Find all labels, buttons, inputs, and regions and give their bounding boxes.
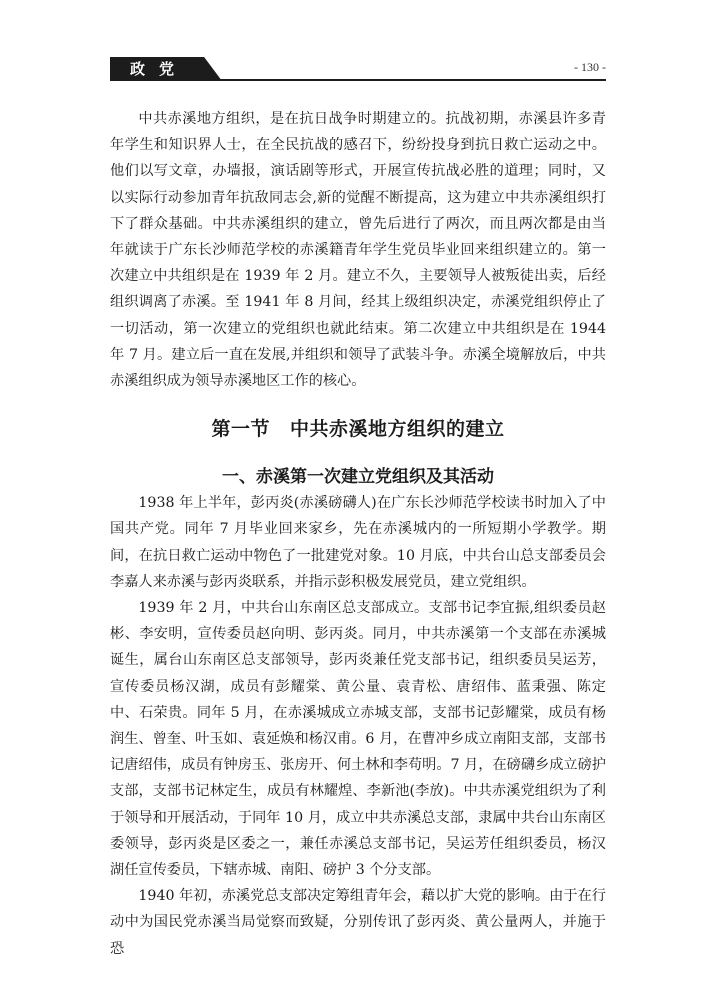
page-number: - 130 - [574,60,606,74]
body-paragraph-3: 1940 年初，赤溪党总支部决定筹组青年会，藉以扩大党的影响。由于在行动中为国民党赤溪当局觉察而致疑，分别传讯了彭丙炎、黄公量两人，并施于恐 [110,888,606,957]
section-title: 中共赤溪地方组织的建立 [290,418,505,441]
running-header [0,57,707,81]
intro-paragraph: 中共赤溪地方组织，是在抗日战争时期建立的。抗战初期，赤溪县许多青年学生和知识界人士，在全民抗战的感召下，纷纷投身到抗日救亡运动之中。他们以写文章，办墙报，演话剧等形式，开展宣传抗战必胜的道理；同时，又以实际行动参加青年抗敌同志会,新的觉醒不断提高，这为建立中共赤溪组织打下了群众基础。中共赤溪组织的建立，曾先后进行了两次，而且两次都是由当年就读于广东长沙师范学校的赤溪籍青年学生党员毕业回来组织建立的。第一次建立中共组织是在 1939 年 2 月。建立不久，主要领导人被叛徒出卖，后经组织调离了赤溪。至 1941 年 8 月间，经其上级组织决定，赤溪党组织停止了一切活动，第一次建立的党组织也就此结束。第二次建立中共组织是在 1944 年 7 月。建立后一直在发展,并组织和领导了武装斗争。赤溪全境解放后，中共赤溪组织成为领导赤溪地区工作的核心。 [110,111,606,390]
section-heading [110,414,606,444]
body-paragraph-1: 1938 年上半年，彭丙炎(赤溪磅礴人)在广东长沙师范学校读书时加入了中国共产党。同年 7 月毕业回来家乡，先在赤溪城内的一所短期小学教学。期间，在抗日救亡运动中物色了一批建党对象。10 月底，中共台山总支部委员会李嘉人来赤溪与彭丙炎联系，并指示彭积极发展党员，建立党组织。 [110,495,606,590]
page-body [110,106,606,962]
subsection-heading: 一、赤溪第一次建立党组织及其活动 [222,467,494,488]
section-number: 第一节 [211,418,270,441]
header-rule [110,79,606,81]
chapter-title: 政党 [130,60,189,78]
body-paragraph-2: 1939 年 2 月，中共台山东南区总支部成立。支部书记李宜振,组织委员赵彬、李安明，宣传委员赵向明、彭丙炎。同月，中共赤溪第一个支部在赤溪城诞生，属台山东南区总支部领导，彭丙炎兼任党支部书记，组织委员吴运芳，宣传委员杨汉湖，成员有彭耀棠、黄公量、袁青松、唐绍伟、蓝秉强、陈定中、石荣贵。同年 5 月，在赤溪城成立赤城支部，支部书记彭耀棠，成员有杨润生、曾奎、叶玉如、袁延焕和杨汉甫。6 月，在曹冲乡成立南阳支部，支部书记唐绍伟，成员有钟房玉、张房开、何土林和李苟明。7 月，在磅礴乡成立磅护支部，支部书记林定生，成员有林耀煌、李新池(李放)。中共赤溪党组织为了利于领导和开展活动，于同年 10 月，成立中共赤溪总支部，隶属中共台山东南区委领导，彭丙炎是区委之一，兼任赤溪总支部书记，吴运芳任组织委员，杨汉湖任宣传委员，下辖赤城、南阳、磅护 3 个分支部。 [110,600,606,879]
